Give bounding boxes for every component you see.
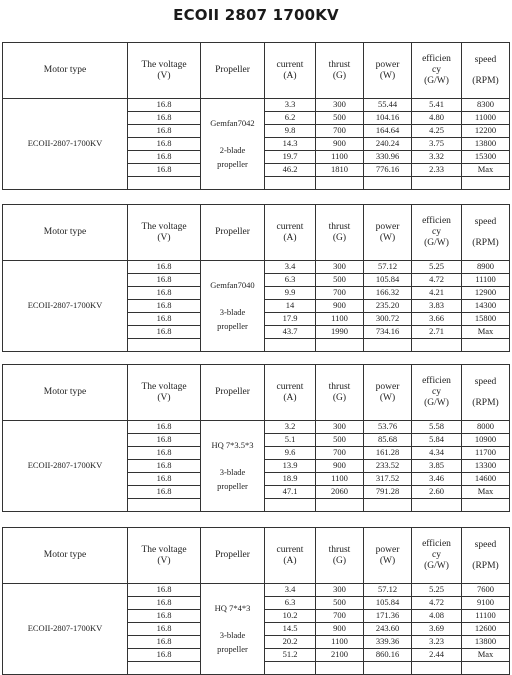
efficiency-cell: 3.83 (412, 300, 462, 313)
current-cell: 9.9 (265, 287, 316, 300)
current-cell: 9.6 (265, 447, 316, 460)
voltage-cell: 16.8 (128, 473, 201, 486)
current-cell: 3.4 (265, 584, 316, 597)
efficiency-cell: 4.08 (412, 610, 462, 623)
header-voltage: The voltage (V) (128, 528, 201, 584)
thrust-cell: 1100 (316, 151, 364, 164)
header-speed: speed (RPM) (462, 365, 510, 421)
header-efficiency: efficien cy (G/W) (412, 43, 462, 99)
speed-cell: 7600 (462, 584, 510, 597)
speed-cell: 11100 (462, 610, 510, 623)
speed-cell: 10900 (462, 434, 510, 447)
thrust-cell: 700 (316, 447, 364, 460)
propeller-model: HQ 7*4*3 3-blade propeller (201, 584, 265, 675)
header-current: current (A) (265, 365, 316, 421)
power-cell: 734.16 (364, 326, 412, 339)
power-cell: 791.28 (364, 486, 412, 499)
current-cell: 9.8 (265, 125, 316, 138)
speed-cell: 11100 (462, 274, 510, 287)
voltage-cell: 16.8 (128, 313, 201, 326)
current-cell: 47.1 (265, 486, 316, 499)
voltage-cell: 16.8 (128, 151, 201, 164)
efficiency-cell: 3.23 (412, 636, 462, 649)
header-efficiency: efficien cy (G/W) (412, 528, 462, 584)
current-cell: 46.2 (265, 164, 316, 177)
power-cell: 860.16 (364, 649, 412, 662)
thrust-cell: 300 (316, 261, 364, 274)
power-cell: 171.36 (364, 610, 412, 623)
thrust-cell: 700 (316, 125, 364, 138)
current-cell: 20.2 (265, 636, 316, 649)
efficiency-cell: 3.69 (412, 623, 462, 636)
thrust-cell: 1810 (316, 164, 364, 177)
header-efficiency: efficien cy (G/W) (412, 205, 462, 261)
header-motor-type: Motor type (3, 365, 128, 421)
current-cell: 6.2 (265, 112, 316, 125)
current-cell: 5.1 (265, 434, 316, 447)
voltage-cell: 16.8 (128, 649, 201, 662)
thrust-cell: 900 (316, 623, 364, 636)
page-title: ECOII 2807 1700KV (173, 6, 339, 24)
voltage-cell: 16.8 (128, 584, 201, 597)
power-cell: 161.28 (364, 447, 412, 460)
power-cell: 300.72 (364, 313, 412, 326)
efficiency-cell: 5.25 (412, 584, 462, 597)
spec-table-2 (2, 204, 510, 352)
thrust-cell: 700 (316, 287, 364, 300)
header-propeller: Propeller (201, 205, 265, 261)
speed-cell: 14300 (462, 300, 510, 313)
spec-table-3 (2, 364, 510, 512)
efficiency-cell: 3.75 (412, 138, 462, 151)
current-cell: 19.7 (265, 151, 316, 164)
speed-cell: 12200 (462, 125, 510, 138)
table-row (3, 584, 510, 597)
efficiency-cell: 5.58 (412, 421, 462, 434)
header-power: power (W) (364, 365, 412, 421)
speed-cell: 13800 (462, 138, 510, 151)
efficiency-cell: 5.84 (412, 434, 462, 447)
voltage-cell: 16.8 (128, 138, 201, 151)
voltage-cell: 16.8 (128, 287, 201, 300)
voltage-cell: 16.8 (128, 434, 201, 447)
header-thrust: thrust (G) (316, 365, 364, 421)
speed-cell: 11000 (462, 112, 510, 125)
efficiency-cell: 4.25 (412, 125, 462, 138)
propeller-model: HQ 7*3.5*3 3-blade propeller (201, 421, 265, 512)
efficiency-cell: 2.33 (412, 164, 462, 177)
speed-cell: Max (462, 164, 510, 177)
header-motor-type: Motor type (3, 528, 128, 584)
thrust-cell: 500 (316, 112, 364, 125)
speed-cell: Max (462, 326, 510, 339)
voltage-cell: 16.8 (128, 597, 201, 610)
voltage-cell: 16.8 (128, 421, 201, 434)
header-voltage: The voltage (V) (128, 43, 201, 99)
speed-cell: 13300 (462, 460, 510, 473)
header-row (3, 43, 510, 99)
efficiency-cell: 3.85 (412, 460, 462, 473)
speed-cell: 12600 (462, 623, 510, 636)
efficiency-cell: 2.44 (412, 649, 462, 662)
header-efficiency: efficien cy (G/W) (412, 365, 462, 421)
thrust-cell: 1990 (316, 326, 364, 339)
header-row (3, 365, 510, 421)
header-speed: speed (RPM) (462, 43, 510, 99)
header-propeller: Propeller (201, 365, 265, 421)
motor-model: ECOII-2807-1700KV (3, 99, 128, 190)
power-cell: 243.60 (364, 623, 412, 636)
efficiency-cell: 3.46 (412, 473, 462, 486)
voltage-cell: 16.8 (128, 99, 201, 112)
header-thrust: thrust (G) (316, 528, 364, 584)
thrust-cell: 500 (316, 274, 364, 287)
voltage-cell: 16.8 (128, 274, 201, 287)
power-cell: 57.12 (364, 584, 412, 597)
power-cell: 164.64 (364, 125, 412, 138)
power-cell: 105.84 (364, 597, 412, 610)
current-cell: 14 (265, 300, 316, 313)
current-cell: 10.2 (265, 610, 316, 623)
speed-cell: 12900 (462, 287, 510, 300)
spec-table-4 (2, 527, 510, 675)
table-row (3, 99, 510, 112)
efficiency-cell: 2.60 (412, 486, 462, 499)
header-current: current (A) (265, 205, 316, 261)
power-cell: 53.76 (364, 421, 412, 434)
speed-cell: 11700 (462, 447, 510, 460)
thrust-cell: 300 (316, 99, 364, 112)
current-cell: 43.7 (265, 326, 316, 339)
voltage-cell: 16.8 (128, 623, 201, 636)
current-cell: 14.5 (265, 623, 316, 636)
propeller-model: Gemfan7042 2-blade propeller (201, 99, 265, 190)
voltage-cell: 16.8 (128, 112, 201, 125)
voltage-cell: 16.8 (128, 261, 201, 274)
voltage-cell: 16.8 (128, 610, 201, 623)
power-cell: 55.44 (364, 99, 412, 112)
table-row (3, 421, 510, 434)
header-speed: speed (RPM) (462, 528, 510, 584)
header-power: power (W) (364, 43, 412, 99)
speed-cell: 15300 (462, 151, 510, 164)
efficiency-cell: 4.21 (412, 287, 462, 300)
voltage-cell: 16.8 (128, 447, 201, 460)
header-power: power (W) (364, 528, 412, 584)
current-cell: 6.3 (265, 597, 316, 610)
power-cell: 776.16 (364, 164, 412, 177)
header-thrust: thrust (G) (316, 205, 364, 261)
thrust-cell: 900 (316, 460, 364, 473)
current-cell: 3.2 (265, 421, 316, 434)
efficiency-cell: 5.41 (412, 99, 462, 112)
power-cell: 233.52 (364, 460, 412, 473)
power-cell: 235.20 (364, 300, 412, 313)
motor-model: ECOII-2807-1700KV (3, 261, 128, 352)
thrust-cell: 1100 (316, 313, 364, 326)
voltage-cell: 16.8 (128, 486, 201, 499)
power-cell: 166.32 (364, 287, 412, 300)
thrust-cell: 300 (316, 584, 364, 597)
header-row (3, 205, 510, 261)
speed-cell: 8900 (462, 261, 510, 274)
thrust-cell: 2100 (316, 649, 364, 662)
voltage-cell: 16.8 (128, 300, 201, 313)
voltage-cell: 16.8 (128, 326, 201, 339)
header-current: current (A) (265, 43, 316, 99)
voltage-cell: 16.8 (128, 636, 201, 649)
current-cell: 3.4 (265, 261, 316, 274)
current-cell: 6.3 (265, 274, 316, 287)
thrust-cell: 1100 (316, 473, 364, 486)
table-row (3, 261, 510, 274)
thrust-cell: 2060 (316, 486, 364, 499)
efficiency-cell: 4.72 (412, 274, 462, 287)
header-thrust: thrust (G) (316, 43, 364, 99)
power-cell: 85.68 (364, 434, 412, 447)
current-cell: 17.9 (265, 313, 316, 326)
header-speed: speed (RPM) (462, 205, 510, 261)
efficiency-cell: 5.25 (412, 261, 462, 274)
speed-cell: 9100 (462, 597, 510, 610)
efficiency-cell: 4.34 (412, 447, 462, 460)
speed-cell: Max (462, 649, 510, 662)
thrust-cell: 900 (316, 138, 364, 151)
current-cell: 14.3 (265, 138, 316, 151)
voltage-cell: 16.8 (128, 460, 201, 473)
power-cell: 104.16 (364, 112, 412, 125)
header-voltage: The voltage (V) (128, 365, 201, 421)
thrust-cell: 900 (316, 300, 364, 313)
power-cell: 330.96 (364, 151, 412, 164)
header-power: power (W) (364, 205, 412, 261)
thrust-cell: 1100 (316, 636, 364, 649)
speed-cell: 13800 (462, 636, 510, 649)
efficiency-cell: 4.72 (412, 597, 462, 610)
efficiency-cell: 4.80 (412, 112, 462, 125)
propeller-model: Gemfan7040 3-blade propeller (201, 261, 265, 352)
thrust-cell: 500 (316, 597, 364, 610)
power-cell: 57.12 (364, 261, 412, 274)
speed-cell: 8000 (462, 421, 510, 434)
spec-table-1 (2, 42, 510, 190)
motor-model: ECOII-2807-1700KV (3, 584, 128, 675)
voltage-cell: 16.8 (128, 125, 201, 138)
speed-cell: Max (462, 486, 510, 499)
power-cell: 317.52 (364, 473, 412, 486)
thrust-cell: 300 (316, 421, 364, 434)
efficiency-cell: 3.66 (412, 313, 462, 326)
current-cell: 51.2 (265, 649, 316, 662)
speed-cell: 14600 (462, 473, 510, 486)
header-row (3, 528, 510, 584)
header-propeller: Propeller (201, 528, 265, 584)
current-cell: 3.3 (265, 99, 316, 112)
header-voltage: The voltage (V) (128, 205, 201, 261)
current-cell: 18.9 (265, 473, 316, 486)
power-cell: 240.24 (364, 138, 412, 151)
thrust-cell: 500 (316, 434, 364, 447)
thrust-cell: 700 (316, 610, 364, 623)
power-cell: 339.36 (364, 636, 412, 649)
power-cell: 105.84 (364, 274, 412, 287)
current-cell: 13.9 (265, 460, 316, 473)
header-motor-type: Motor type (3, 205, 128, 261)
header-motor-type: Motor type (3, 43, 128, 99)
voltage-cell: 16.8 (128, 164, 201, 177)
speed-cell: 15800 (462, 313, 510, 326)
motor-model: ECOII-2807-1700KV (3, 421, 128, 512)
header-propeller: Propeller (201, 43, 265, 99)
speed-cell: 8300 (462, 99, 510, 112)
header-current: current (A) (265, 528, 316, 584)
efficiency-cell: 3.32 (412, 151, 462, 164)
efficiency-cell: 2.71 (412, 326, 462, 339)
